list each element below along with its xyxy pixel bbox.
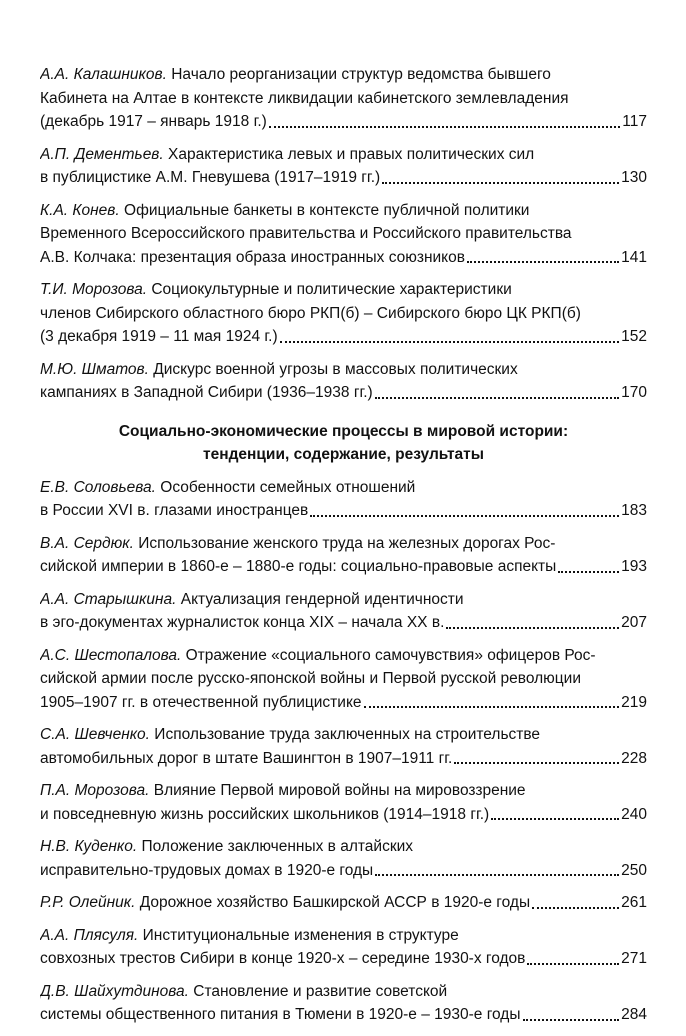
- toc-entry-page-number: 219: [621, 693, 647, 711]
- dot-leader: [491, 817, 619, 820]
- toc-entry-title-line: и повседневную жизнь российских школьников (1914–1918 гг.): [40, 805, 490, 823]
- toc-entry-title-line: Использование труда заключенных на строительстве: [154, 726, 541, 743]
- toc-entry-line: [40, 278, 647, 302]
- toc-entry-page-number: 141: [621, 248, 647, 266]
- toc-entry-line: [40, 325, 647, 349]
- toc-entry-title-line: Актуализация гендерной идентичности: [180, 590, 464, 608]
- toc-entry-line: [40, 835, 647, 859]
- toc-entry-title-line: в эго-документах журналисток конца XIX – начала XX в.: [40, 614, 445, 631]
- toc-entry-line: [40, 199, 647, 223]
- dot-leader: [527, 962, 619, 965]
- toc-entry-line: [40, 691, 647, 715]
- toc-entry-title-line: в России XVI в. глазами иностранцев: [40, 502, 309, 519]
- toc-entry-title-line: совхозных трестов Сибири в конце 1920-х – середине 1930-х годов: [40, 950, 526, 967]
- toc-entry-title-line: Начало реорганизации структур ведомства бывшего: [171, 66, 551, 83]
- toc-entry-line: [40, 644, 647, 668]
- toc-entry: [40, 278, 647, 349]
- toc-entry-title-line: Особенности семейных отношений: [160, 478, 416, 496]
- toc-entry-line: [40, 1003, 647, 1027]
- toc-entry-title-line: Дорожное хозяйство Башкирской АССР в 1920-е годы: [139, 894, 531, 911]
- toc-entry-title-line: (декабрь 1917 – январь 1918 г.): [40, 113, 267, 130]
- section-heading-line1: Социально-экономические процессы в мировой истории:: [118, 422, 569, 440]
- toc-entry-title-line: Отражение «социального самочувствия» офицеров Рос-: [185, 646, 596, 664]
- toc-entry-line: [40, 859, 647, 883]
- toc-entry-title-line: Временного Всероссийского правительства и Российского правительства: [40, 225, 572, 242]
- dot-leader: [280, 340, 620, 343]
- toc-entry-title-line: Официальные банкеты в контексте публичной политики: [124, 201, 530, 219]
- toc-entry-title-line: (3 декабря 1919 – 11 мая 1924 г.): [40, 328, 278, 345]
- toc-entry-line: [40, 803, 647, 827]
- toc-entry-author: Е.В. Соловьева.: [40, 478, 156, 496]
- toc-entry: [40, 63, 647, 134]
- toc-entries-part2: [40, 476, 647, 1027]
- toc-entry-title-line: членов Сибирского областного бюро РКП(б) – Сибирского бюро ЦК РКП(б): [40, 304, 581, 322]
- toc-entry: [40, 588, 647, 635]
- dot-leader: [532, 906, 619, 909]
- dot-leader: [454, 761, 619, 764]
- toc-entry-line: [40, 476, 647, 500]
- toc-entry-author: В.А. Сердюк.: [40, 534, 134, 552]
- toc-entry-title-line: кампаниях в Западной Сибири (1936–1938 гг.): [40, 384, 373, 401]
- toc-entry-title-line: 1905–1907 гг. в отечественной публицистике: [40, 693, 362, 711]
- toc-entry-title-line: сийской армии после русско-японской войны и Первой русской революции: [40, 670, 581, 687]
- toc-entry-title-line: Становление и развитие советской: [193, 982, 448, 1000]
- toc-entry: [40, 779, 647, 826]
- toc-entry-line: [40, 532, 647, 556]
- toc-entry-page-number: 193: [621, 558, 647, 575]
- toc-entry-line: [40, 499, 647, 523]
- toc-entry: [40, 723, 647, 770]
- section-heading: [40, 420, 647, 467]
- toc-entry-author: Т.И. Морозова.: [40, 281, 148, 298]
- toc-entry-author: К.А. Конев.: [40, 201, 120, 219]
- toc-entry-author: А.А. Старышкина.: [40, 590, 177, 608]
- toc-entry-line: [40, 143, 647, 167]
- toc-entry-line: [40, 723, 647, 747]
- table-of-contents: [40, 63, 647, 1036]
- dot-leader: [558, 570, 619, 573]
- toc-entry-line: [40, 747, 647, 771]
- dot-leader: [382, 181, 619, 184]
- toc-entry-line: [40, 779, 647, 803]
- toc-entry-title-line: Влияние Первой мировой войны на мировоззрение: [153, 782, 526, 799]
- toc-entry-title-line: А.В. Колчака: презентация образа иностранных союзников: [40, 248, 465, 266]
- toc-entry: [40, 924, 647, 971]
- toc-entry-title-line: в публицистике А.М. Гневушева (1917–1919 гг.): [40, 169, 381, 186]
- toc-entry-line: [40, 588, 647, 612]
- toc-entry-author: А.А. Калашников.: [40, 66, 167, 83]
- toc-entry-page-number: 170: [621, 384, 647, 401]
- toc-entry-line: [40, 246, 647, 270]
- toc-entry-page-number: 152: [621, 328, 647, 345]
- toc-entry-line: [40, 63, 647, 87]
- toc-entry-page-number: 240: [621, 805, 647, 823]
- toc-entry-line: [40, 611, 647, 635]
- toc-entry-page-number: 228: [621, 749, 647, 767]
- dot-leader: [375, 873, 619, 876]
- toc-entry: [40, 143, 647, 190]
- toc-entry-page-number: 284: [621, 1006, 647, 1023]
- toc-entry-author: М.Ю. Шматов.: [40, 360, 149, 378]
- toc-entry-line: [40, 980, 647, 1004]
- dot-leader: [310, 514, 619, 517]
- toc-entry: [40, 835, 647, 882]
- dot-leader: [467, 260, 619, 263]
- toc-entry-title-line: сийской империи в 1860-е – 1880-е годы: социально-правовые аспекты: [40, 558, 557, 575]
- toc-entry-author: А.А. Плясуля.: [40, 926, 139, 944]
- toc-entry-title-line: Использование женского труда на железных дорогах Рос-: [138, 534, 556, 552]
- toc-entry-author: А.С. Шестопалова.: [40, 646, 182, 664]
- toc-entry-title-line: Характеристика левых и правых политических сил: [168, 145, 535, 163]
- toc-entry-page-number: 183: [621, 502, 647, 519]
- toc-entry: [40, 532, 647, 579]
- section-heading-line2: тенденции, содержание, результаты: [203, 446, 484, 463]
- dot-leader: [269, 125, 620, 128]
- dot-leader: [375, 396, 619, 399]
- toc-entry-line: [40, 891, 647, 915]
- toc-entry-title-line: системы общественного питания в Тюмени в 1920-е – 1930-е годы: [40, 1006, 521, 1023]
- toc-entry-title-line: Институциональные изменения в структуре: [142, 926, 459, 944]
- toc-entry: [40, 644, 647, 715]
- toc-entry-page-number: 271: [621, 950, 647, 967]
- toc-entry: [40, 980, 647, 1027]
- toc-entry-author: С.А. Шевченко.: [40, 726, 150, 743]
- toc-entry-title-line: Дискурс военной угрозы в массовых политических: [153, 360, 518, 378]
- toc-entries-part1: [40, 63, 647, 405]
- dot-leader: [446, 626, 619, 629]
- toc-entry-line: [40, 924, 647, 948]
- toc-entry-title-line: Положение заключенных в алтайских: [141, 838, 414, 855]
- toc-entry-line: [40, 947, 647, 971]
- toc-entry: [40, 891, 647, 915]
- toc-entry-line: [40, 667, 647, 691]
- toc-entry-line: [40, 87, 647, 111]
- toc-entry-author: Д.В. Шайхутдинова.: [40, 982, 189, 1000]
- toc-entry-line: [40, 358, 647, 382]
- toc-entry-title-line: Кабинета на Алтае в контексте ликвидации кабинетского землевладения: [40, 89, 569, 107]
- toc-entry-page-number: 117: [622, 113, 647, 130]
- toc-entry-page-number: 207: [621, 614, 647, 631]
- toc-entry-line: [40, 381, 647, 405]
- toc-entry-title-line: Социокультурные и политические характеристики: [151, 281, 512, 298]
- toc-entry-author: Р.Р. Олейник.: [40, 894, 136, 911]
- toc-entry-page-number: 130: [621, 169, 647, 186]
- toc-entry-author: А.П. Дементьев.: [40, 145, 164, 163]
- toc-entry-page-number: 261: [621, 894, 647, 911]
- toc-entry: [40, 476, 647, 523]
- toc-entry-title-line: исправительно-трудовых домах в 1920-е годы: [40, 861, 374, 879]
- toc-entry-line: [40, 555, 647, 579]
- dot-leader: [364, 705, 620, 708]
- toc-entry-line: [40, 166, 647, 190]
- toc-entry-page-number: 250: [621, 861, 647, 879]
- toc-entry-line: [40, 222, 647, 246]
- toc-entry-line: [40, 110, 647, 134]
- toc-entry-author: Н.В. Куденко.: [40, 838, 138, 855]
- toc-entry: [40, 199, 647, 270]
- dot-leader: [523, 1018, 620, 1021]
- toc-entry: [40, 358, 647, 405]
- toc-entry-author: П.А. Морозова.: [40, 782, 150, 799]
- toc-entry-line: [40, 302, 647, 326]
- toc-entry-title-line: автомобильных дорог в штате Вашингтон в 1907–1911 гг.: [40, 749, 453, 767]
